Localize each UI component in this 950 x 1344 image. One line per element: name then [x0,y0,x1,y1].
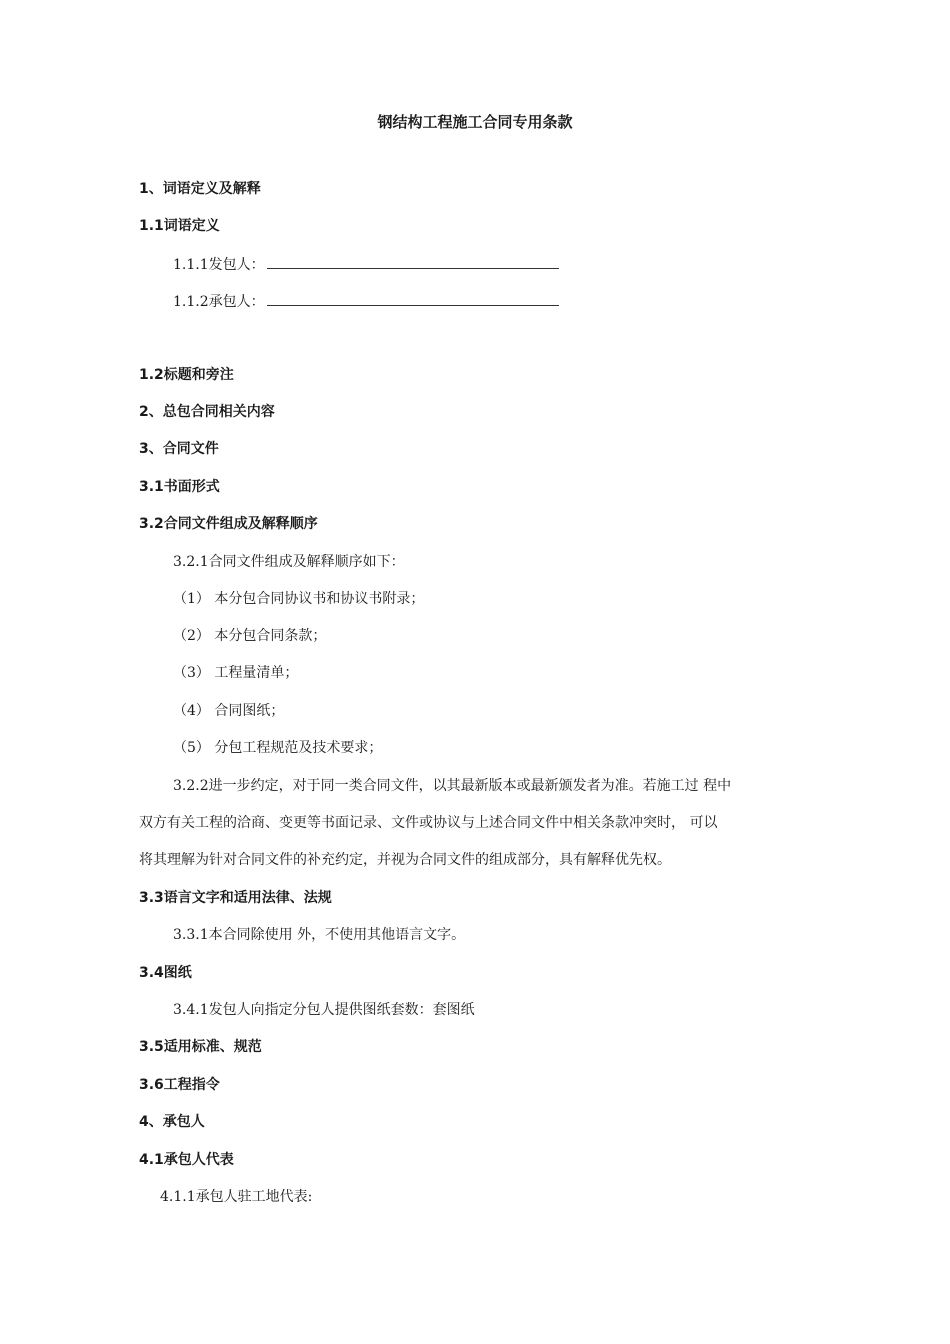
clause-3-4-1: 3.4.1发包人向指定分包人提供图纸套数：套图纸 [173,1002,475,1018]
section-heading-4: 4、承包人 [139,1114,205,1130]
contractor-label: 1.1.2承包人： [173,294,265,310]
list-item: （2） 本分包合同条款； [173,628,327,644]
contractor-field [173,291,559,312]
section-heading-3-5: 3.5适用标准、规范 [139,1039,262,1055]
clause-3-2-2-line-1: 3.2.2进一步约定，对于同一类合同文件，以其最新版本或最新颁发者为准。若施工过 程中 [173,778,732,794]
section-heading-2: 2、总包合同相关内容 [139,404,275,420]
section-heading-1: 1、词语定义及解释 [139,181,261,197]
list-item: （3） 工程量清单； [173,665,299,681]
section-heading-3-1: 3.1书面形式 [139,479,220,495]
section-heading-4-1: 4.1承包人代表 [139,1152,234,1168]
section-heading-3-4: 3.4图纸 [139,965,192,981]
clause-4-1-1: 4.1.1承包人驻工地代表: [160,1189,313,1205]
section-heading-3-6: 3.6工程指令 [139,1077,220,1093]
employer-label: 1.1.1发包人： [173,257,265,273]
section-heading-3-3: 3.3语言文字和适用法律、法规 [139,890,332,906]
section-heading-3-2: 3.2合同文件组成及解释顺序 [139,516,318,532]
list-item: （4） 合同图纸； [173,703,285,719]
employer-blank-line [267,254,559,269]
clause-3-2-1: 3.2.1合同文件组成及解释顺序如下： [173,554,405,570]
section-heading-1-1: 1.1词语定义 [139,218,220,234]
list-item: （5） 分包工程规范及技术要求； [173,740,383,756]
clause-3-2-2-line-2: 双方有关工程的洽商、变更等书面记录、文件或协议与上述合同文件中相关条款冲突时， 可以 [139,815,718,831]
clause-3-2-2-line-3: 将其理解为针对合同文件的补充约定，并视为合同文件的组成部分，具有解释优先权。 [139,852,671,868]
document-title: 钢结构工程施工合同专用条款 [377,113,573,131]
section-heading-1-2: 1.2标题和旁注 [139,367,234,383]
employer-field [173,254,559,275]
section-heading-3: 3、合同文件 [139,441,219,457]
clause-3-3-1: 3.3.1本合同除使用 外，不使用其他语言文字。 [173,927,466,943]
list-item: （1） 本分包合同协议书和协议书附录； [173,591,425,607]
contractor-blank-line [267,291,559,306]
